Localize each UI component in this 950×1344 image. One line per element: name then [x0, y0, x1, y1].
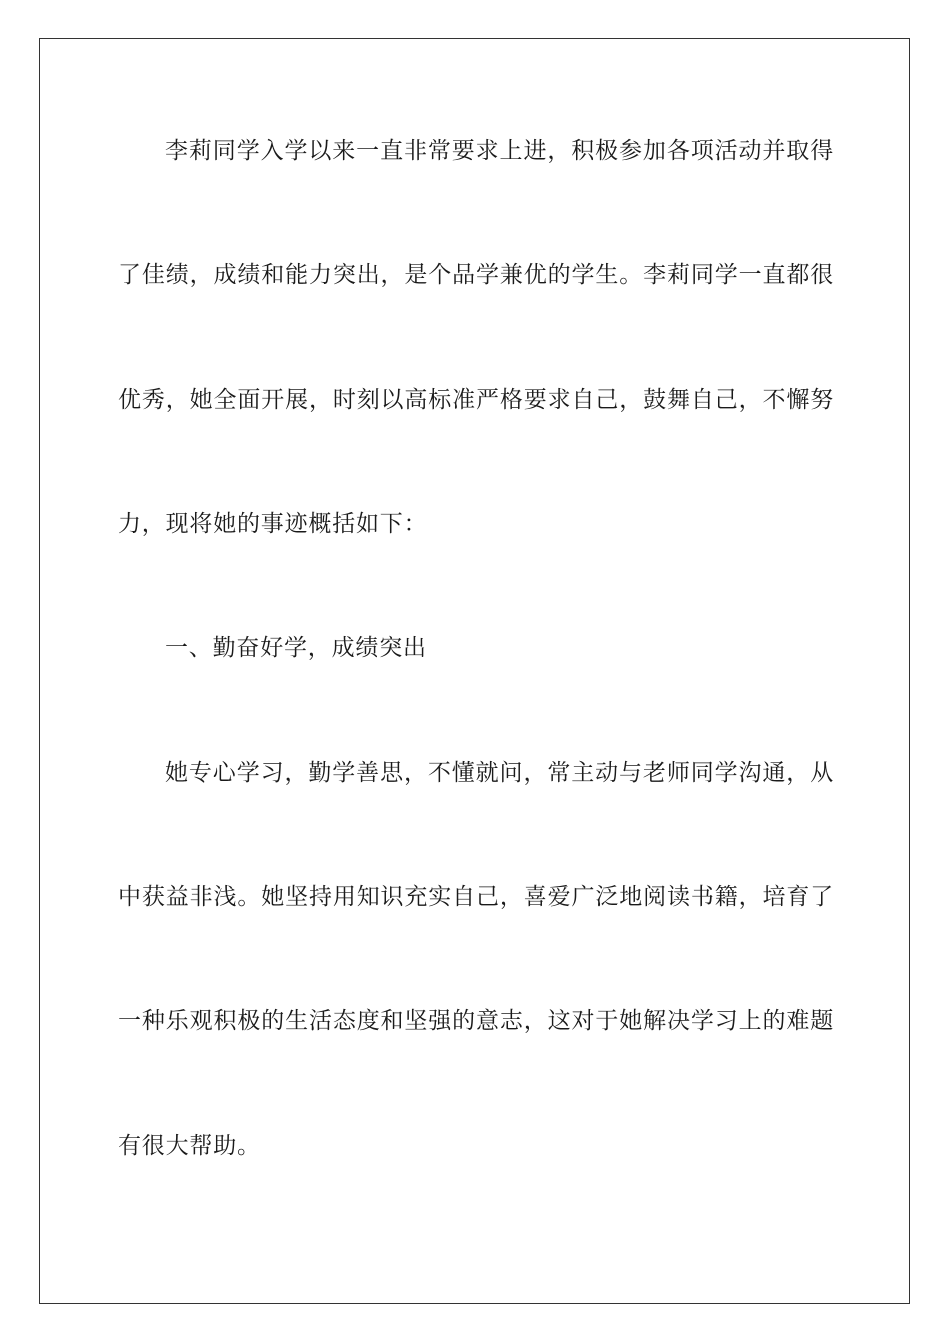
- paragraph-1-line-3: 优秀，她全面开展，时刻以高标准严格要求自己，鼓舞自己，不懈努: [118, 387, 834, 413]
- paragraph-2-line-4: 有很大帮助。: [118, 1133, 261, 1159]
- section-heading: 一、勤奋好学，成绩突出: [165, 635, 427, 661]
- page-border: [39, 38, 910, 1304]
- paragraph-2-line-1: 她专心学习，勤学善思，不懂就问，常主动与老师同学沟通，从: [165, 760, 834, 786]
- paragraph-1-line-4: 力，现将她的事迹概括如下：: [118, 511, 428, 537]
- paragraph-2-line-2: 中获益非浅。她坚持用知识充实自己，喜爱广泛地阅读书籍，培育了: [118, 884, 834, 910]
- paragraph-1-line-2: 了佳绩，成绩和能力突出，是个品学兼优的学生。李莉同学一直都很: [118, 262, 834, 288]
- paragraph-1-line-1: 李莉同学入学以来一直非常要求上进，积极参加各项活动并取得: [165, 138, 834, 164]
- paragraph-2-line-3: 一种乐观积极的生活态度和坚强的意志，这对于她解决学习上的难题: [118, 1008, 834, 1034]
